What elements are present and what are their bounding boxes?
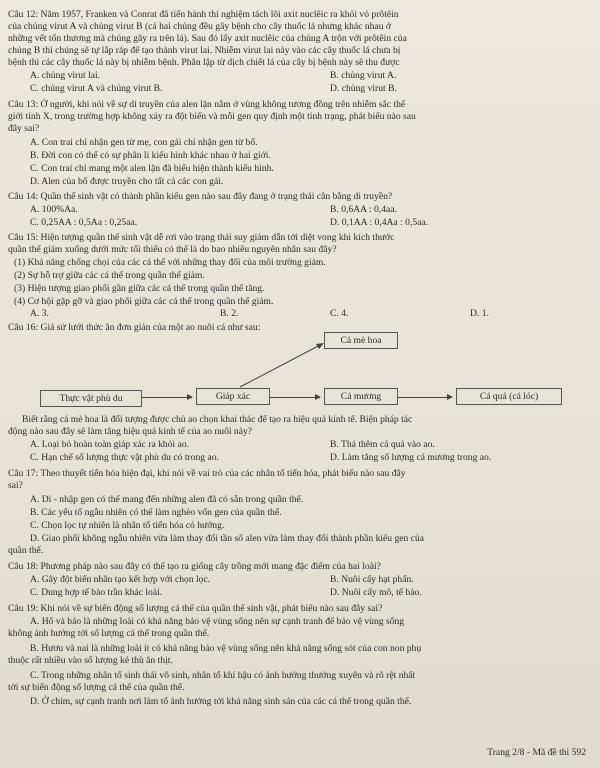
node-ca-muong: Cá mương xyxy=(324,388,398,405)
q16-stem: Câu 16: Giả sử lưới thức ăn đơn giản của một ao nuôi cá như sau: xyxy=(8,322,261,333)
q12-option-c: C. chủng virut A và chủng virut B. xyxy=(30,83,163,94)
q13-stem-3: đây sai? xyxy=(8,123,40,134)
q13-option-c: C. Con trai chỉ mang một alen lặn đã biểu hiện thành kiểu hình. xyxy=(30,163,274,174)
q18-stem: Câu 18: Phương pháp nào sau đây có thể tạo ra giống cây trồng mới mang đặc điểm của hai loài? xyxy=(8,561,381,572)
q18-options-row1 xyxy=(30,574,594,585)
q19-option-c-1: C. Trong những nhân tố sinh thái vô sinh, nhân tố khí hậu có ảnh hưởng thường xuyên và rõ rệt nhất xyxy=(30,670,416,681)
q14-option-c: C. 0,25AA : 0,5Aa : 0,25aa. xyxy=(30,217,138,228)
q16-options-row1 xyxy=(30,439,594,450)
q16-options-row2 xyxy=(30,452,594,463)
q13-option-a: A. Con trai chỉ nhận gen từ mẹ, con gái chỉ nhận gen từ bố. xyxy=(30,137,258,148)
q12-stem-5: bệnh thì các cây thuốc lá này bị nhiễm bệnh. Phân lập từ dịch chiết lá của cây bị bệnh này sẽ thu được xyxy=(8,57,400,68)
q15-item-3: (3) Hiện tượng giao phối gần giữa các cá thể trong quần thể tăng. xyxy=(14,283,265,294)
q15-stem-2: quần thể giảm xuống dưới mức tối thiểu có thể là do bao nhiêu nguyên nhân sau đây? xyxy=(8,244,337,255)
q12-option-b: B. chủng virut A. xyxy=(330,70,397,81)
q19-option-a-2: không ảnh hưởng tới số lượng cá thể trong quần thể. xyxy=(8,628,210,639)
q13-stem-2: giới tính X, trong trường hợp không xảy ra đột biến và mỗi gen quy định một tính trạng, phát biểu nào sau xyxy=(8,111,416,122)
q18-option-b: B. Nuôi cấy hạt phấn. xyxy=(330,574,414,585)
node-ca-qua: Cá quả (cá lóc) xyxy=(456,388,562,405)
q15-option-a: A. 3. xyxy=(30,308,49,319)
node-giap-xac: Giáp xác xyxy=(196,388,270,405)
q19-option-d: D. Ở chim, sự cạnh tranh nơi làm tổ ảnh hưởng tới khả năng sinh sản của các cá thể trong quần thể. xyxy=(30,696,412,707)
q15-item-1: (1) Khả năng chống chọi của các cá thể với những thay đổi của môi trường giảm. xyxy=(14,257,326,268)
q12-option-a: A. chủng virut lai. xyxy=(30,70,101,81)
q12-stem-2: của chủng virut A và chủng virut B (cả hai chủng đều gây bệnh cho cây thuốc lá nhưng khác nhau ở xyxy=(8,21,391,32)
q19-stem: Câu 19: Khi nói về sự biến động số lượng cá thể của quần thể sinh vật, phát biểu nào sau đây sai? xyxy=(8,603,383,614)
q16-stem-2: Biết rằng cá mè hoa là đối tượng được chủ ao chọn khai thác để tạo ra hiệu quả kinh tế. Biện pháp tác xyxy=(22,414,413,425)
node-thuc-vat-phu-du: Thực vật phù du xyxy=(40,390,142,407)
q12-stem-4: chủng B thì chúng sẽ tự lắp ráp để tạo thành virut lai. Nhiễm virut lai này vào các cây thuốc lá chưa bị xyxy=(8,45,401,56)
q15-option-c: C. 4. xyxy=(330,308,349,319)
q16-option-b: B. Thả thêm cá quả vào ao. xyxy=(330,439,435,450)
q13-option-b: B. Đời con có thể có sự phân li kiểu hình khác nhau ở hai giới. xyxy=(30,150,271,161)
q15-item-4: (4) Cơ hội gặp gỡ và giao phối giữa các cá thể trong quần thể giảm. xyxy=(14,296,274,307)
q14-stem: Câu 14: Quần thể sinh vật có thành phần kiểu gen nào sau đây đang ở trạng thái cân bằng di truyền? xyxy=(8,191,393,202)
q13-option-d: D. Alen của bố được truyền cho tất cả các con gái. xyxy=(30,176,224,187)
q16-option-d: D. Làm tăng số lượng cá mương trong ao. xyxy=(330,452,492,463)
q12-stem-3: những vết tổn thương mà chúng gây ra trên lá). Sau đó lấy axit nuclêic của chủng A trộn với prôtêin của xyxy=(8,33,407,44)
node-ca-me-hoa: Cá mè hoa xyxy=(324,332,398,349)
q18-option-d: D. Nuôi cấy mô, tế bào. xyxy=(330,587,422,598)
q19-option-b-2: thuộc rất nhiều vào số lượng kẻ thù ăn thịt. xyxy=(8,655,173,666)
q18-option-c: C. Dung hợp tế bào trần khác loài. xyxy=(30,587,163,598)
q12-option-d: D. chủng virut B. xyxy=(330,83,397,94)
q17-option-c: C. Chọn lọc tự nhiên là nhân tố tiến hóa có hướng. xyxy=(30,520,225,531)
q19-option-c-2: tới sự biến động số lượng cá thể của quần thể. xyxy=(8,682,185,693)
q15-option-d: D. 1. xyxy=(470,308,489,319)
q17-option-b: B. Các yếu tố ngẫu nhiên có thể làm nghèo vốn gen của quần thể. xyxy=(30,507,282,518)
q14-option-b: B. 0,6AA : 0,4aa. xyxy=(330,204,397,215)
q18-option-a: A. Gây đột biến nhân tạo kết hợp với chọn lọc. xyxy=(30,574,211,585)
q14-option-a: A. 100%Aa. xyxy=(30,204,78,215)
q17-option-d-1: D. Giao phối không ngẫu nhiên vừa làm thay đổi tần số alen vừa làm thay đổi thành phần kiểu gen của xyxy=(30,533,425,544)
page-footer: Trang 2/8 - Mã đề thi 592 xyxy=(487,747,586,758)
q16-option-a: A. Loại bỏ hoàn toàn giáp xác ra khỏi ao. xyxy=(30,439,190,450)
q15-item-2: (2) Sự hỗ trợ giữa các cá thể trong quần thể giảm. xyxy=(14,270,205,281)
q17-stem-1: Câu 17: Theo thuyết tiến hóa hiện đại, khi nói về vai trò của các nhân tố tiến hóa, phát biểu nào sau đây xyxy=(8,468,406,479)
q16-stem-3: động nào sau đây sẽ làm tăng hiệu quả kinh tế của ao nuôi này? xyxy=(8,426,253,437)
q14-option-d: D. 0,1AA : 0,4Aa : 0,5aa. xyxy=(330,217,429,228)
q13-stem-1: Câu 13: Ở người, khi nói về sự di truyền của alen lặn nằm ở vùng không tương đồng trên nhiễm sắc thể xyxy=(8,99,406,110)
q12-stem-1: Câu 12: Năm 1957, Franken và Conrat đã tiến hành thí nghiệm tách lõi axit nuclêic ra khỏi vỏ prôtêin xyxy=(8,9,399,20)
q17-option-d-2: quần thể. xyxy=(8,545,44,556)
q18-options-row2 xyxy=(30,587,594,598)
q19-option-b-1: B. Hươu và nai là những loài ít có khả năng bảo vệ vùng sống nên khả năng sống sót của con non phụ xyxy=(30,643,422,654)
q17-option-a: A. Di - nhập gen có thể mang đến những alen đã có sẵn trong quần thể. xyxy=(30,494,304,505)
q15-stem-1: Câu 15: Hiện tượng quần thể sinh vật dễ rơi vào trạng thái suy giảm dẫn tới diệt vong khi kích thước xyxy=(8,232,395,243)
q16-option-c: C. Hạn chế số lượng thực vật phù du có trong ao. xyxy=(30,452,219,463)
q19-option-a-1: A. Hổ và báo là những loài có khả năng bảo vệ vùng sống nên sự cạnh tranh để bảo vệ vùng sống xyxy=(30,616,405,627)
q17-stem-2: sai? xyxy=(8,480,23,491)
q15-option-b: B. 2. xyxy=(220,308,239,319)
